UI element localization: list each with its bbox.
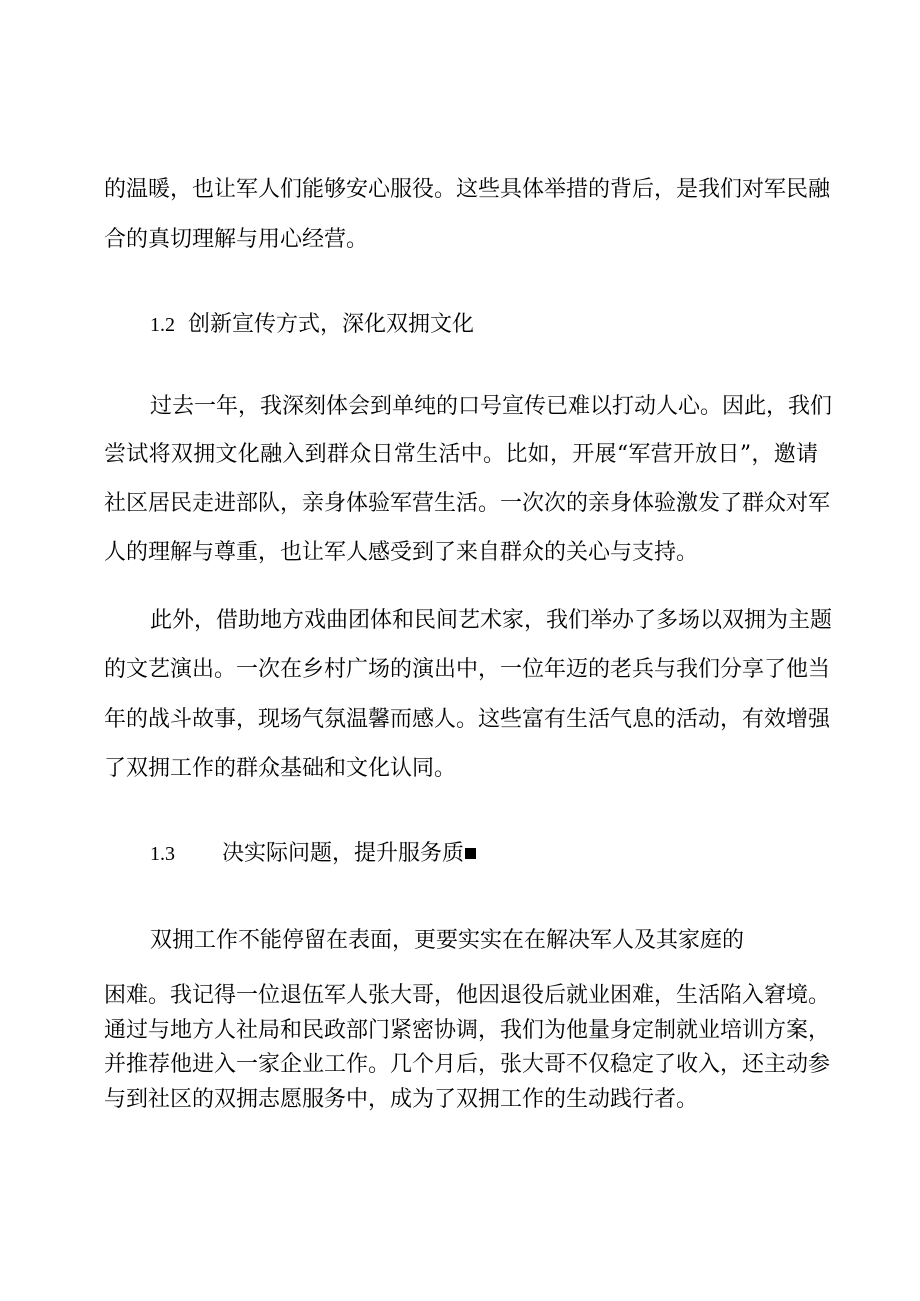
paragraph-line: 的温暖，也让军人们能够安心服役。这些具体举措的背后，是我们对军民融 xyxy=(104,177,831,202)
paragraph-line: 了双拥工作的群众基础和文化认同。 xyxy=(104,756,457,781)
paragraph-line: 过去一年，我深刻体会到单纯的口号宣传已难以打动人心。因此，我们 xyxy=(150,394,833,419)
paragraph-line: 人的理解与尊重，也让军人感受到了来自群众的关心与支持。 xyxy=(104,540,699,565)
paragraph-line: 的文艺演出。一次在乡村广场的演出中，一位年迈的老兵与我们分享了他当 xyxy=(104,657,831,682)
paragraph-line: 年的战斗故事，现场气氛温馨而感人。这些富有生活气息的活动，有效增强 xyxy=(104,707,831,732)
paragraph-line: 双拥工作不能停留在表面，更要实实在在解决军人及其家庭的 xyxy=(150,928,745,953)
missing-glyph-square-icon xyxy=(465,848,476,859)
section-number: 1.3 xyxy=(150,843,175,865)
section-heading-1-3 xyxy=(150,839,476,869)
paragraph-line: 并推荐他进入一家企业工作。几个月后，张大哥不仅稳定了收入，还主动参 xyxy=(104,1052,831,1077)
section-title: 创新宣传方式，深化双拥文化 xyxy=(188,312,475,337)
section-heading-1-2 xyxy=(150,310,474,340)
section-number: 1.2 xyxy=(150,314,175,336)
paragraph-line: 与到社区的双拥志愿服务中，成为了双拥工作的生动践行者。 xyxy=(104,1087,699,1112)
paragraph-line: 困难。我记得一位退伍军人张大哥，他因退役后就业困难，生活陷入窘境。 xyxy=(104,983,831,1008)
paragraph-line: 通过与地方人社局和民政部门紧密协调，我们为他量身定制就业培训方案， xyxy=(104,1018,831,1043)
paragraph-line: 社区居民走进部队，亲身体验军营生活。一次次的亲身体验激发了群众对军 xyxy=(104,491,831,516)
paragraph-line: 合的真切理解与用心经营。 xyxy=(104,227,369,252)
paragraph-line: 此外，借助地方戏曲团体和民间艺术家，我们举办了多场以双拥为主题 xyxy=(150,608,833,633)
section-title: 决实际问题，提升服务质 xyxy=(222,841,465,866)
paragraph-line: 尝试将双拥文化融入到群众日常生活中。比如，开展“军营开放日”，邀请 xyxy=(104,442,818,467)
